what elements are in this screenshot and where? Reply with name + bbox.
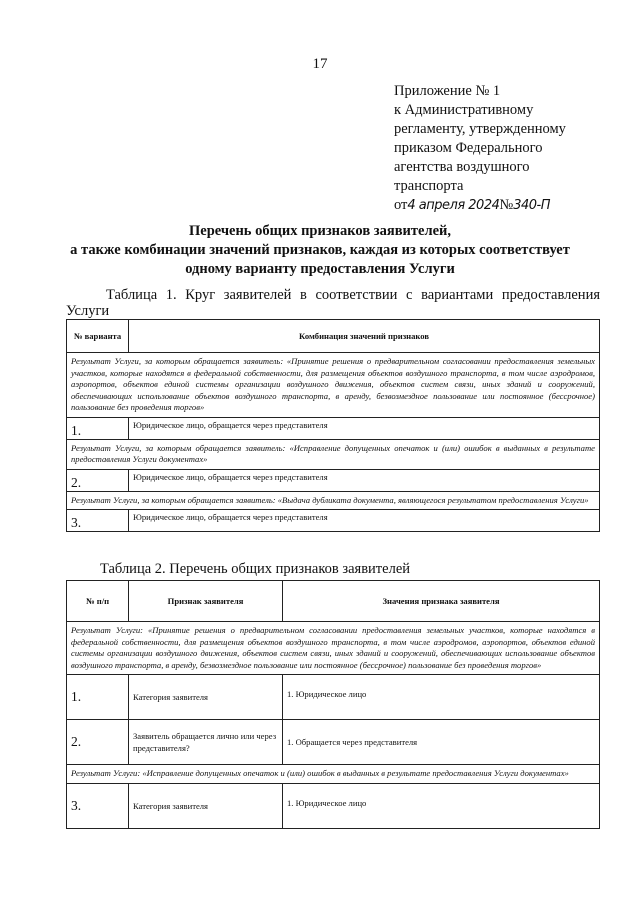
result-description: Результат Услуги: «Исправление допущенных опечаток и (или) ошибок в выданных в результате предоставления Услуги документах» — [67, 765, 600, 784]
table2-caption: Таблица 2. Перечень общих признаков заявителей — [100, 561, 411, 577]
handwritten-number: 340-П — [513, 198, 550, 213]
row-number: 1. — [67, 675, 129, 720]
variant-number: 1. — [67, 417, 129, 439]
column-header-number: № п/п — [67, 581, 129, 622]
column-header-attribute: Признак заявителя — [129, 581, 283, 622]
table-applicant-attributes — [66, 580, 600, 829]
table-row — [67, 353, 600, 418]
handwritten-date: 4 апреля 2024 — [407, 198, 500, 213]
page-number: 17 — [312, 56, 328, 72]
heading-line: а также комбинации значений признаков, каждая из которых соответствует — [70, 242, 570, 258]
value-cell: 1. Обращается через представителя — [283, 720, 600, 765]
table-row — [67, 675, 600, 720]
heading-line: Перечень общих признаков заявителей, — [188, 223, 451, 239]
variant-value: Юридическое лицо, обращается через представителя — [129, 469, 600, 491]
variant-number: 2. — [67, 469, 129, 491]
document-heading — [40, 222, 600, 279]
result-description: Результат Услуги, за которым обращается заявитель: «Исправление допущенных опечаток и (или) ошибок в выданных в результате предоставления Услуги документах» — [67, 439, 600, 469]
value-cell: 1. Юридическое лицо — [283, 675, 600, 720]
value-cell: 1. Юридическое лицо — [283, 783, 600, 828]
appendix-line: Приложение № 1 — [394, 83, 501, 99]
table-row — [67, 783, 600, 828]
attribute-cell: Категория заявителя — [129, 675, 283, 720]
table-row — [67, 469, 600, 491]
appendix-date-line — [394, 196, 614, 215]
column-header-variant-number: № варианта — [67, 320, 129, 353]
table-row — [67, 439, 600, 469]
variant-value: Юридическое лицо, обращается через представителя — [129, 510, 600, 532]
table1-caption-line2: Услуги — [66, 303, 110, 319]
column-header-combination: Комбинация значений признаков — [129, 320, 600, 353]
variant-number: 3. — [67, 510, 129, 532]
result-description: Результат Услуги, за которым обращается заявитель: «Принятие решения о предварительном согласовании предоставления земельных участков, которые находятся в федеральной собственности, для размещения объектов воздушного транспорта, в том числе аэродромов, аэропортов, объектов единой системы организации воздушного движения, объектов систем связи, иных зданий и сооружений, обеспечивающих использование объектов воздушного транспорта, в аренду, безвозмездное пользование или постоянное (бессрочное) пользование без проведения торгов» — [67, 353, 600, 418]
appendix-line: транспорта — [394, 178, 464, 194]
table-header-row — [67, 320, 600, 353]
appendix-line: приказом Федерального — [394, 140, 543, 156]
table-row — [67, 720, 600, 765]
date-prefix: от — [394, 197, 408, 213]
appendix-block — [394, 82, 614, 215]
result-description: Результат Услуги: «Принятие решения о предварительном согласовании предоставления земельных участков, которые находятся в федеральной собственности, для размещения объектов воздушного транспорта, в том числе аэродромов, аэропортов, объектов единой системы организации воздушного движения, объектов систем связи, иных зданий и сооружений, обеспечивающих использование объектов воздушного транспорта, в аренду, безвозмездное пользование или постоянное (бессрочное) пользование без проведения торгов» — [67, 622, 600, 675]
table-row — [67, 491, 600, 510]
table1-caption-line1: Таблица 1. Круг заявителей в соответствии с вариантами предоставления — [106, 287, 600, 303]
result-description: Результат Услуги, за которым обращается заявитель: «Выдача дубликата документа, являющегося результатом предоставления Услуги» — [67, 491, 600, 510]
table-row — [67, 622, 600, 675]
variant-value: Юридическое лицо, обращается через представителя — [129, 417, 600, 439]
attribute-cell: Заявитель обращается лично или через представителя? — [129, 720, 283, 765]
table1-caption — [66, 287, 600, 319]
row-number: 3. — [67, 783, 129, 828]
row-number: 2. — [67, 720, 129, 765]
attribute-cell: Категория заявителя — [129, 783, 283, 828]
table-row — [67, 510, 600, 532]
heading-line: одному варианту предоставления Услуги — [185, 261, 455, 277]
number-prefix: № — [499, 197, 514, 213]
column-header-values: Значения признака заявителя — [283, 581, 600, 622]
appendix-line: агентства воздушного — [394, 159, 530, 175]
table-row — [67, 765, 600, 784]
table-header-row — [67, 581, 600, 622]
appendix-line: к Административному — [394, 102, 534, 118]
appendix-line: регламенту, утвержденному — [394, 121, 566, 137]
table-applicant-variants — [66, 319, 600, 532]
table-row — [67, 417, 600, 439]
